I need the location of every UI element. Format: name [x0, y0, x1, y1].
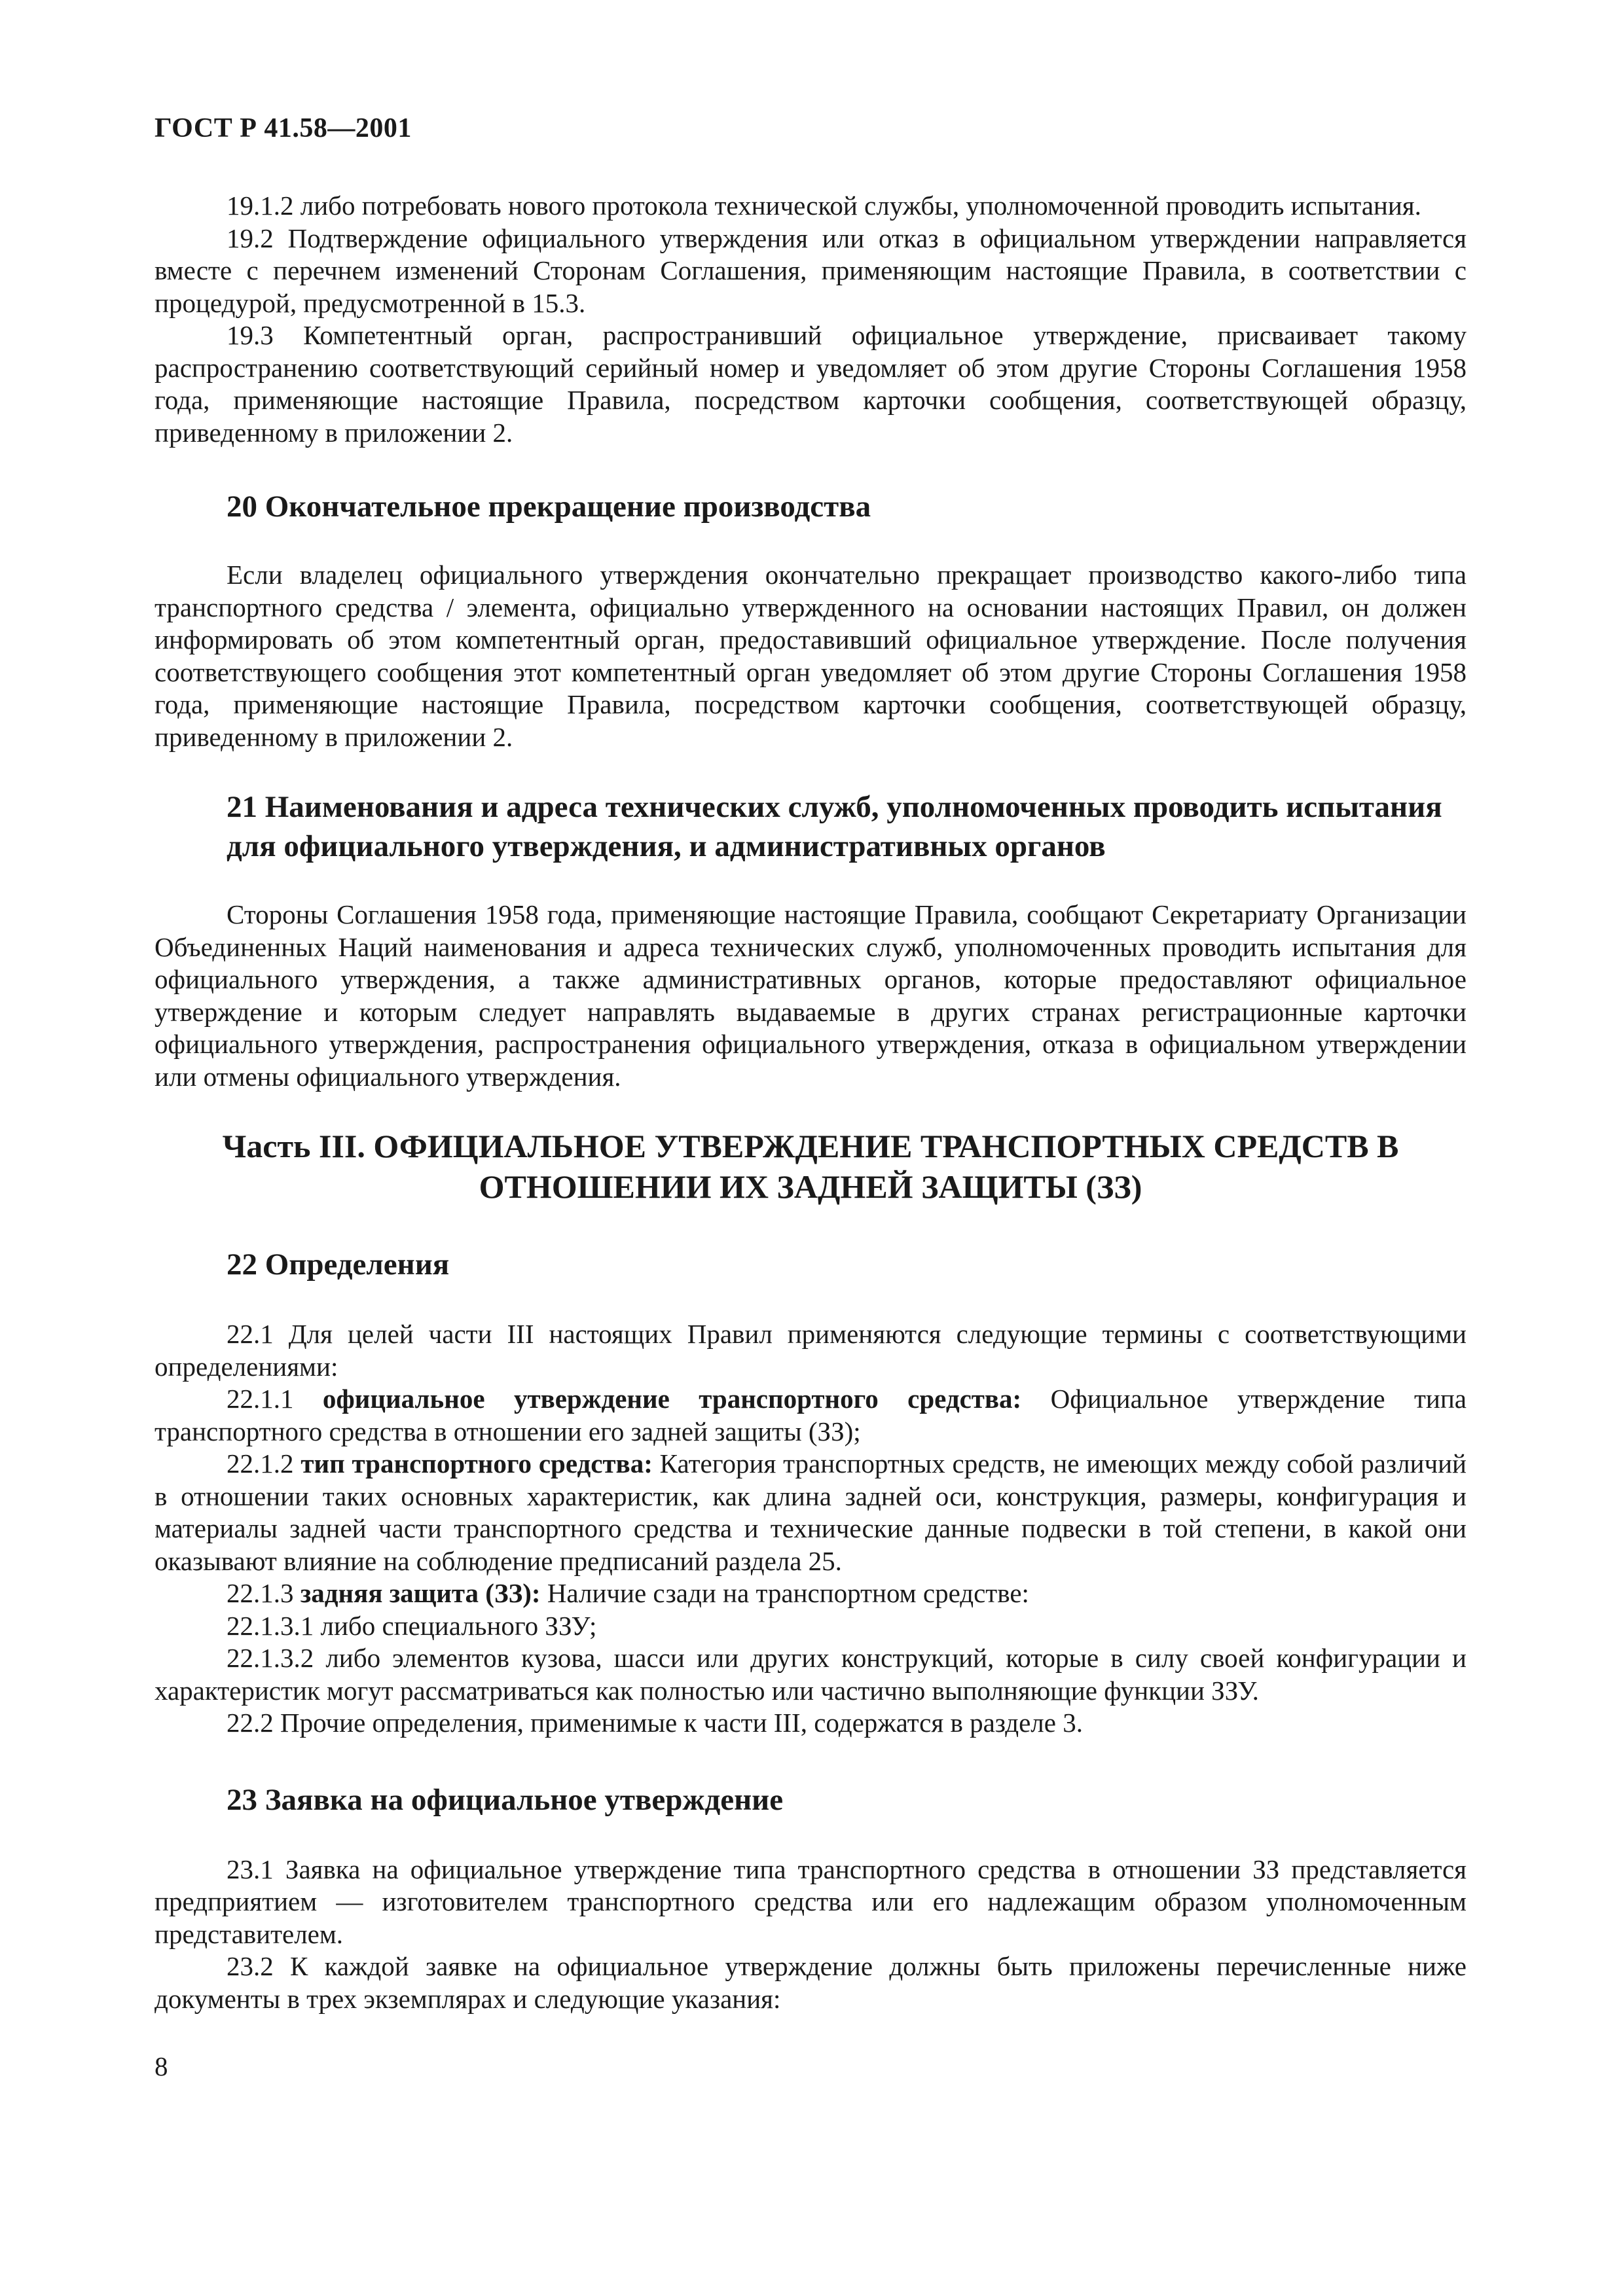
paragraph-23-1: 23.1 Заявка на официальное утверждение типа транспортного средства в отношении ЗЗ представляется предприятием — изготовителем транспортного средства или его надлежащим образом уполномоченным представителем.	[155, 1854, 1467, 1949]
paragraph-22-2: 22.2 Прочие определения, применимые к части III, содержатся в разделе 3.	[227, 1708, 1083, 1738]
part-3-heading: Часть III. ОФИЦИАЛЬНОЕ УТВЕРЖДЕНИЕ ТРАНСПОРТНЫХ СРЕДСТВ В ОТНОШЕНИИ ИХ ЗАДНЕЙ ЗАЩИТЫ (ЗЗ)	[222, 1128, 1399, 1205]
clause-number: 22.1.3	[227, 1578, 294, 1608]
defined-term: тип транспортного средства:	[301, 1448, 653, 1479]
clause-number: 22.1.1	[227, 1384, 294, 1414]
paragraph-22-1-1	[155, 1383, 1467, 1448]
paragraph-21: Стороны Соглашения 1958 года, применяющие настоящие Правила, сообщают Секретариату Организации Объединенных Наций наименования и адреса технических служб, уполномоченных проводить испытания для официального утверждения, а также административных органов, которые предоставляют официальное утверждение и которым следует направлять выдаваемые в других странах регистрационные карточки официального утверждения, распространения официального утверждения, отказа в официальном утверждении или отмены официального утверждения.	[155, 899, 1467, 1092]
paragraph-20: Если владелец официального утверждения окончательно прекращает производство какого-либо типа транспортного средства / элемента, официально утвержденного на основании настоящих Правил, он должен информировать об этом компетентный орган, предоставивший официальное утверждение. После получения соответствующего сообщения этот компетентный орган уведомляет об этом другие Стороны Соглашения 1958 года, применяющие настоящие Правила, посредством карточки сообщения, соответствующей образцу, приведенному в приложении 2.	[155, 560, 1467, 752]
definition-text: Категория транспортных средств, не имеющих между собой различий в отношении таких основных характеристик, как длина задней оси, конструкция, размеры, конфигурация и материалы задней части транспортного средства и технические данные подвески в той степени, в какой они оказывают влияние на соблюдение предписаний раздела 25.	[155, 1448, 1467, 1576]
defined-term: официальное утверждение транспортного средства:	[322, 1384, 1022, 1414]
definition-text: Наличие сзади на транспортном средстве:	[547, 1578, 1029, 1608]
section-22-heading: 22 Определения	[227, 1247, 450, 1282]
document-body	[155, 190, 1467, 2015]
paragraph-22-1-3-1: 22.1.3.1 либо специального ЗЗУ;	[227, 1610, 597, 1641]
defined-term: задняя защита (ЗЗ):	[300, 1578, 541, 1608]
paragraph-22-1-3-2: 22.1.3.2 либо элементов кузова, шасси или других конструкций, которые в силу своей конфигурации и характеристик могут рассматриваться как полностью или частично выполняющие функции ЗЗУ.	[155, 1643, 1467, 1706]
paragraph-19-3: 19.3 Компетентный орган, распространивший официальное утверждение, присваивает такому распространению соответствующий серийный номер и уведомляет об этом другие Стороны Соглашения 1958 года, применяющие настоящие Правила, посредством карточки сообщения, соответствующей образцу, приведенному в приложении 2.	[155, 320, 1467, 448]
paragraph-22-1-3	[155, 1577, 1467, 1610]
section-21-heading: 21 Наименования и адреса технических служб, уполномоченных проводить испытания для официального утверждения, и административных органов	[227, 790, 1442, 863]
clause-number: 22.1.2	[227, 1448, 294, 1479]
paragraph-19-2: 19.2 Подтверждение официального утверждения или отказ в официальном утверждении направляется вместе с перечнем изменений Сторонам Соглашения, применяющим настоящие Правила, в соответствии с процедурой, предусмотренной в 15.3.	[155, 223, 1467, 318]
paragraph-22-1-2	[155, 1448, 1467, 1577]
paragraph-23-2: 23.2 К каждой заявке на официальное утверждение должны быть приложены перечисленные ниже документы в трех экземплярах и следующие указания:	[155, 1951, 1467, 2014]
paragraph-22-1: 22.1 Для целей части III настоящих Правил применяются следующие термины с соответствующими определениями:	[155, 1319, 1467, 1382]
page-number: 8	[155, 2051, 168, 2081]
section-20-heading: 20 Окончательное прекращение производства	[227, 490, 871, 524]
definition-text: Официальное утверждение типа транспортного средства в отношении его задней защиты (ЗЗ);	[155, 1384, 1467, 1446]
section-23-heading: 23 Заявка на официальное утверждение	[227, 1782, 784, 1817]
paragraph-19-1-2: 19.1.2 либо потребовать нового протокола технической службы, уполномоченной проводить испытания.	[227, 190, 1421, 221]
document-header: ГОСТ Р 41.58—2001	[155, 113, 412, 143]
